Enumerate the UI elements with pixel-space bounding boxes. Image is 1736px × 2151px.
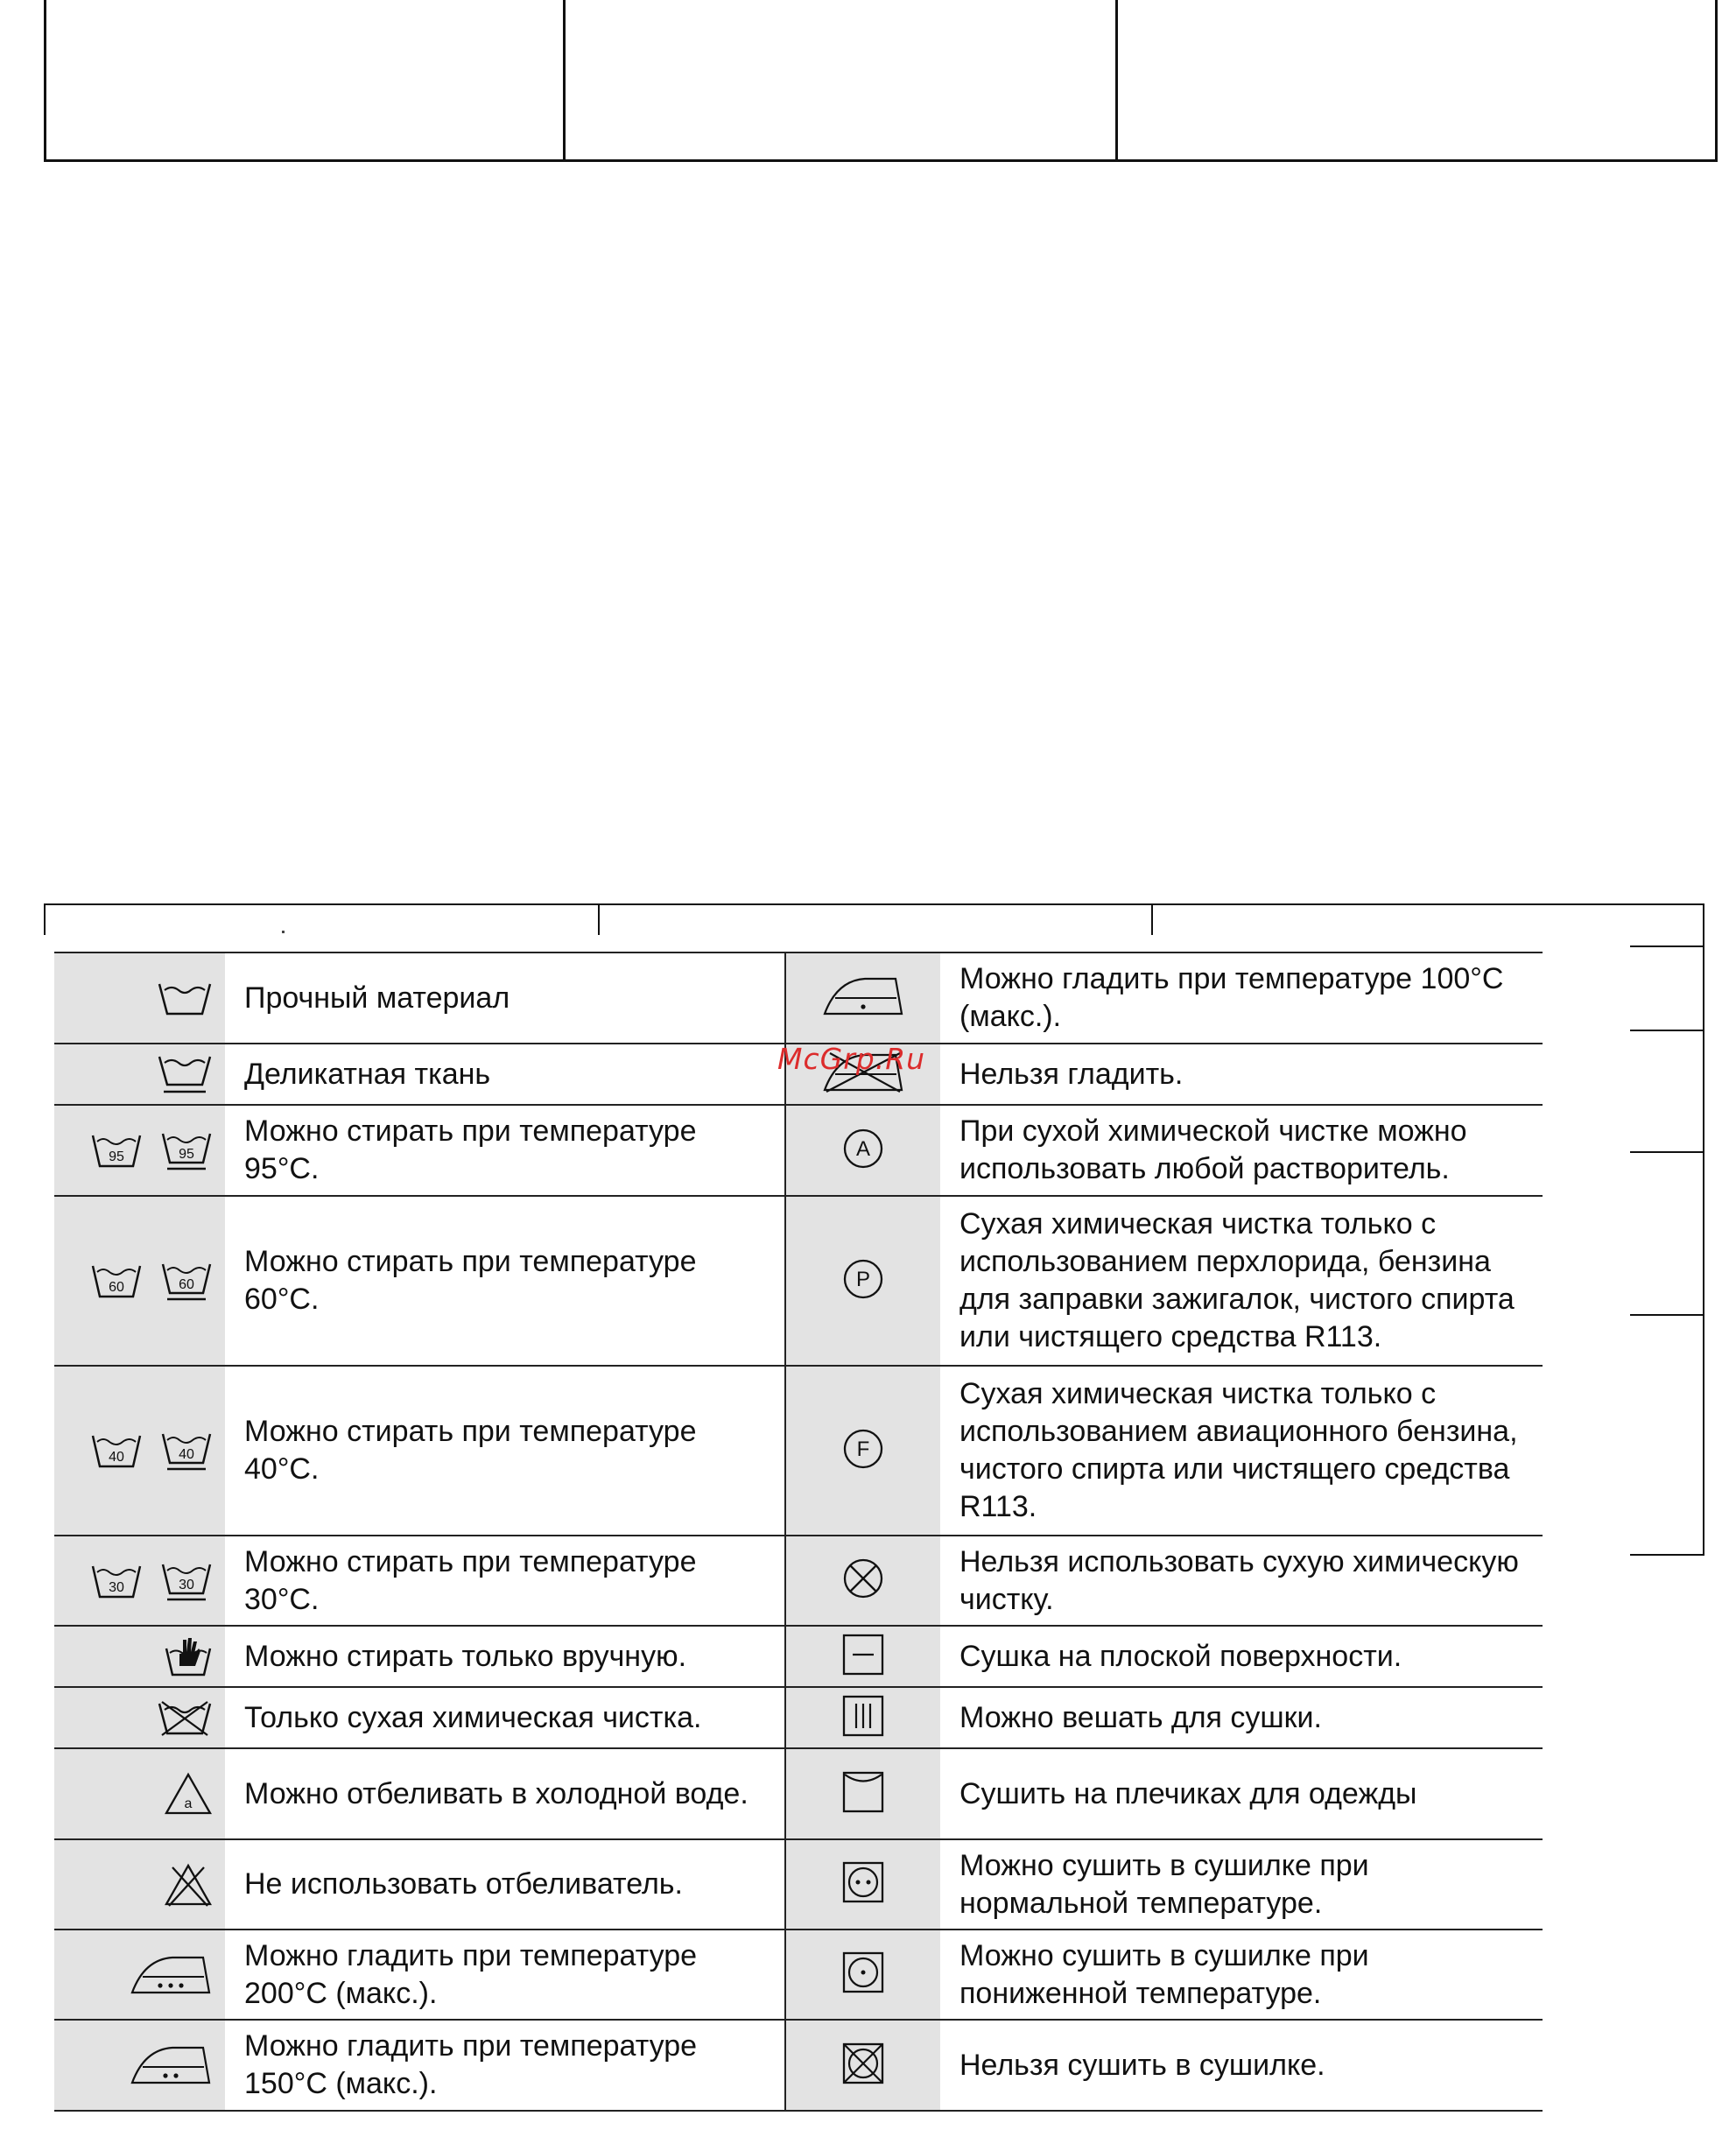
row-text: Можно гладить при температуре 100°C (макс.). (940, 952, 1543, 1044)
side-tick (1630, 1314, 1704, 1316)
wash-30-icon (90, 1562, 143, 1600)
bleach-cold-icon (164, 1771, 213, 1817)
symbol-cell (54, 1536, 225, 1626)
table-divider (1115, 0, 1118, 159)
washtub-gentle-icon (157, 1053, 213, 1095)
symbol-cell (54, 1687, 225, 1748)
symbol-cell (54, 1044, 225, 1105)
dryclean-letter: F (856, 1437, 870, 1461)
table-row (54, 1930, 1543, 2020)
wash-40-icon (90, 1431, 143, 1470)
table-divider (563, 0, 566, 159)
table-row (54, 1196, 1543, 1366)
table-row (54, 2020, 1543, 2111)
side-tick (1630, 945, 1704, 947)
row-text: Можно стирать при температуре 60°C. (225, 1196, 785, 1366)
wash-60-icon (90, 1262, 143, 1300)
dryclean-a-icon (841, 1127, 885, 1170)
table-row (54, 1536, 1543, 1626)
row-text: Можно гладить при температуре 200°C (макс.). (225, 1930, 785, 2020)
hand-wash-icon (164, 1634, 213, 1678)
wash-95-icon (90, 1131, 143, 1170)
header-tick (1151, 903, 1153, 935)
header-rule (44, 903, 1703, 905)
symbol-cell (785, 1536, 940, 1626)
wash-30-gentle-icon (160, 1560, 213, 1602)
bleach-letter: a (184, 1796, 193, 1811)
tumble-low-icon (841, 1951, 885, 1994)
symbol-cell (54, 1930, 225, 2020)
symbol-cell (54, 1748, 225, 1839)
table-row (54, 952, 1543, 1044)
dryclean-p-icon (841, 1257, 885, 1301)
row-text: Нельзя использовать сухую химическую чистку. (940, 1536, 1543, 1626)
side-tick (1630, 1554, 1704, 1556)
symbol-cell (785, 1748, 940, 1839)
symbol-cell (785, 1626, 940, 1687)
row-text: Сухая химическая чистка только с использованием перхлорида, бензина для заправки зажигалок, чистого спирта или чистящего средства R113. (940, 1196, 1543, 1366)
symbol-cell (785, 1196, 940, 1366)
side-tick (1630, 1030, 1704, 1031)
drip-dry-icon (841, 1694, 885, 1738)
temperature-label: 40 (109, 1450, 124, 1465)
row-text: Можно сушить в сушилке при нормальной температуре. (940, 1839, 1543, 1930)
symbol-cell (54, 1105, 225, 1196)
row-text: Сушка на плоской поверхности. (940, 1626, 1543, 1687)
table-row (54, 1748, 1543, 1839)
header-mark (282, 931, 285, 933)
row-text: Можно вешать для сушки. (940, 1687, 1543, 1748)
dryclean-f-icon (841, 1427, 885, 1471)
row-text: Можно сушить в сушилке при пониженной температуре. (940, 1930, 1543, 2020)
symbol-cell (54, 1366, 225, 1536)
watermark: McGrp.Ru (777, 1042, 926, 1076)
temperature-label: 95 (109, 1149, 124, 1164)
header-tick (598, 903, 600, 935)
row-text: Нельзя сушить в сушилке. (940, 2020, 1543, 2111)
side-tick (1630, 1151, 1704, 1153)
table-row (54, 1366, 1543, 1536)
header-tick (44, 903, 46, 935)
temperature-label: 30 (179, 1577, 194, 1592)
row-text: Прочный материал (225, 952, 785, 1044)
temperature-label: 40 (179, 1447, 194, 1462)
no-bleach-icon (164, 1862, 213, 1908)
symbol-cell (54, 1196, 225, 1366)
table-row (54, 1626, 1543, 1687)
no-dryclean-icon (840, 1556, 886, 1601)
row-text: Можно стирать при температуре 40°C. (225, 1366, 785, 1536)
tumble-normal-icon (841, 1860, 885, 1904)
table-row (54, 1839, 1543, 1930)
row-text: Можно гладить при температуре 150°C (макс.). (225, 2020, 785, 2111)
row-text: Только сухая химическая чистка. (225, 1687, 785, 1748)
iron-100-icon (821, 974, 905, 1019)
symbol-cell (785, 1687, 940, 1748)
row-text: Можно стирать только вручную. (225, 1626, 785, 1687)
temperature-label: 95 (179, 1147, 194, 1162)
no-tumble-icon (841, 2042, 885, 2085)
row-text: Не использовать отбеливатель. (225, 1839, 785, 1930)
temperature-label: 60 (179, 1277, 194, 1292)
wash-40-gentle-icon (160, 1430, 213, 1472)
side-bracket (1703, 903, 1704, 1554)
row-text: Можно стирать при температуре 95°C. (225, 1105, 785, 1196)
row-text: Деликатная ткань (225, 1044, 785, 1105)
row-text: Можно стирать при температуре 30°C. (225, 1536, 785, 1626)
table-row (54, 1105, 1543, 1196)
table-row (54, 1687, 1543, 1748)
temperature-label: 30 (109, 1579, 124, 1595)
temperature-label: 60 (109, 1280, 124, 1295)
iron-150-icon (129, 2042, 213, 2088)
row-text: Нельзя гладить. (940, 1044, 1543, 1105)
symbol-cell (54, 1839, 225, 1930)
wash-95-gentle-icon (160, 1129, 213, 1171)
symbol-cell (54, 2020, 225, 2111)
washtub-icon (157, 979, 213, 1017)
row-text: Сушить на плечиках для одежды (940, 1748, 1543, 1839)
row-text: Сухая химическая чистка только с использованием авиационного бензина, чистого спирта или чистящего средства R113. (940, 1366, 1543, 1536)
wash-60-gentle-icon (160, 1260, 213, 1302)
row-text: При сухой химической чистке можно использовать любой растворитель. (940, 1105, 1543, 1196)
symbol-cell (785, 1366, 940, 1536)
row-text: Можно отбеливать в холодной воде. (225, 1748, 785, 1839)
symbol-cell (785, 2020, 940, 2111)
symbol-cell (785, 952, 940, 1044)
symbol-cell (785, 1839, 940, 1930)
dryclean-letter: P (855, 1267, 871, 1291)
top-empty-table (44, 0, 1718, 162)
symbol-cell (785, 1930, 940, 2020)
no-wash-icon (157, 1698, 213, 1737)
symbol-cell (785, 1105, 940, 1196)
care-symbols-table (54, 952, 1543, 2112)
symbol-cell (54, 952, 225, 1044)
iron-200-icon (129, 1952, 213, 1998)
hanger-dry-icon (841, 1770, 885, 1814)
symbol-cell (54, 1626, 225, 1687)
dry-flat-icon (841, 1633, 885, 1677)
dryclean-letter: A (855, 1136, 871, 1161)
